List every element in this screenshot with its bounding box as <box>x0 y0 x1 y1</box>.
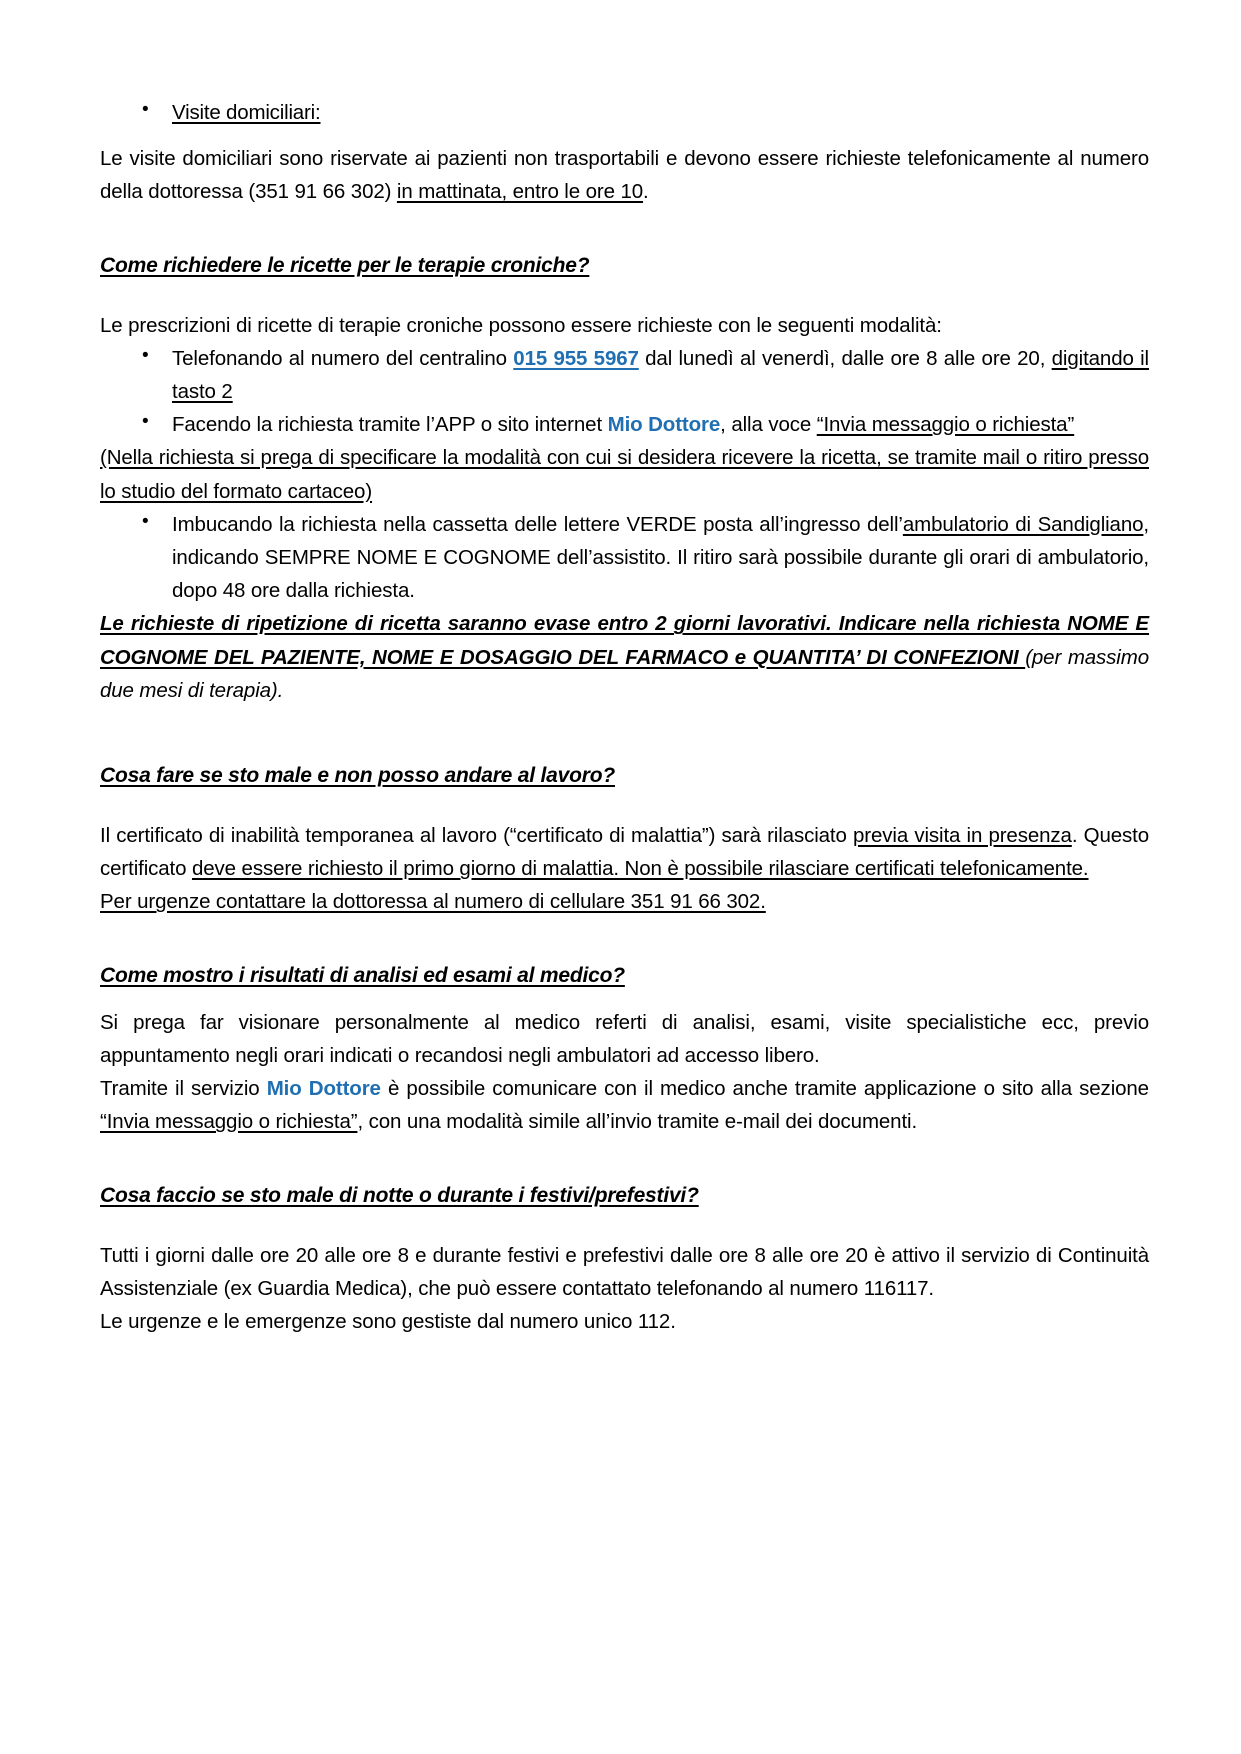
sick-leave-heading: Cosa fare se sto male e non posso andare al lavoro? <box>100 764 615 788</box>
spacer <box>100 993 1149 1006</box>
chronic-recipes-heading-row <box>100 249 1149 283</box>
night-holidays-paragraph-2: Le urgenze e le emergenze sono gestiste dal numero unico 112. <box>100 1309 676 1333</box>
bullet3-post: , indicando SEMPRE NOME E COGNOME dell’assistito. Il ritiro sarà possibile durante gli orari di ambulatorio, dopo 48 ore dalla richiesta. <box>172 512 1149 603</box>
home-visits-text-end: . <box>643 180 649 204</box>
night-holidays-heading: Cosa faccio se sto male di notte o durante i festivi/prefestivi? <box>100 1183 699 1207</box>
bullet2-mid: , alla voce <box>720 413 817 437</box>
spacer <box>100 919 1149 959</box>
chronic-recipes-intro: Le prescrizioni di ricette di terapie croniche possono essere richieste con le seguenti modalità: <box>100 313 942 337</box>
spacer <box>100 707 1149 759</box>
switchboard-phone-number[interactable]: 015 955 5967 <box>513 346 639 370</box>
show-results-mid: è possibile comunicare con il medico anche tramite applicazione o sito alla sezione <box>380 1077 1149 1101</box>
chronic-recipes-bullet-list <box>100 342 1149 442</box>
night-holidays-heading-row <box>100 1179 1149 1213</box>
list-item <box>100 508 1149 608</box>
show-results-heading: Come mostro i risultati di analisi ed esami al medico? <box>100 963 625 987</box>
chronic-recipes-note: (Nella richiesta si prega di specificare la modalità con cui si desidera ricevere la ricetta, se tramite mail o ritiro presso lo studio del formato cartaceo) <box>100 446 1149 503</box>
sick-leave-paragraph <box>100 819 1149 885</box>
bullet3-pre: Imbucando la richiesta nella cassetta delle lettere VERDE posta all’ingresso dell’ <box>172 512 903 536</box>
bullet2-pre: Facendo la richiesta tramite l’APP o sito internet <box>172 413 608 437</box>
home-visits-text-underlined: in mattinata, entro le ore 10 <box>396 180 644 204</box>
show-results-paragraph-1: Si prega far visionare personalmente al medico referti di analisi, esami, visite specialistiche ecc, previo appuntamento negli orari indicati o recandosi negli ambulatori ad accesso libero. <box>100 1010 1149 1067</box>
mio-dottore-brand[interactable]: Mio Dottore <box>266 1077 381 1101</box>
sick-leave-pre: Il certificato di inabilità temporanea al lavoro (“certificato di malattia”) sarà rilasciato <box>100 824 853 848</box>
show-results-pre: Tramite il servizio <box>100 1077 267 1101</box>
show-results-paragraph-2 <box>100 1072 1149 1138</box>
chronic-recipes-mailbox-list <box>100 508 1149 608</box>
list-item <box>100 408 1149 441</box>
bullet1-mid: dal lunedì al venerdì, dalle ore 8 alle ore 20, <box>638 346 1052 370</box>
sick-leave-heading-row <box>100 759 1149 793</box>
bullet1-underlined: digitando il tasto 2 <box>172 346 1149 404</box>
bullet2-underlined: “Invia messaggio o richiesta” <box>816 413 1075 437</box>
show-results-underlined: “Invia messaggio o richiesta” <box>100 1110 358 1134</box>
list-item <box>100 342 1149 408</box>
show-results-heading-row <box>100 959 1149 993</box>
home-visits-bullet-title: Visite domiciliari: <box>172 101 321 124</box>
spacer <box>100 209 1149 249</box>
show-results-post: , con una modalità simile all’invio tramite e-mail dei documenti. <box>357 1110 918 1134</box>
spacer <box>100 129 1149 142</box>
sick-leave-urgency: Per urgenze contattare la dottoressa al numero di cellulare 351 91 66 302. <box>100 890 766 914</box>
night-holidays-paragraph-1: Tutti i giorni dalle ore 20 alle ore 8 e durante festivi e prefestivi dalle ore 8 alle ore 20 è attivo il servizio di Continuità Assistenziale (ex Guardia Medica), che può essere contattato telefonando al numero 116117. <box>100 1243 1149 1300</box>
emphasis-tail: (per massimo due mesi di terapia). <box>100 645 1149 702</box>
spacer <box>100 1213 1149 1239</box>
chronic-recipes-emphasis <box>100 607 1149 707</box>
list-item <box>100 96 1149 129</box>
spacer <box>100 283 1149 309</box>
chronic-recipes-heading: Come richiedere le ricette per le terapie croniche? <box>100 253 590 277</box>
sick-leave-mid: . Questo certificato <box>100 824 1149 881</box>
sick-leave-underlined-1: previa visita in presenza <box>853 824 1072 848</box>
spacer <box>100 793 1149 819</box>
home-visits-text-part1: Le visite domiciliari sono riservate ai pazienti non trasportabili e devono essere richieste telefonicamente al numero della dottoressa (351 91 66 302) <box>100 147 1149 204</box>
mio-dottore-brand[interactable]: Mio Dottore <box>607 413 721 437</box>
document-body <box>100 96 1149 1338</box>
emphasis-underlined: Le richieste di ripetizione di ricetta saranno evase entro 2 giorni lavorativi. Indicare nella richiesta NOME E COGNOME DEL PAZIENTE, NOME E DOSAGGIO DEL FARMACO e QUANTITA’ DI CONFEZIONI <box>100 612 1149 669</box>
bullet3-underlined: ambulatorio di Sandigliano <box>902 512 1144 536</box>
home-visits-bullet-list <box>100 96 1149 129</box>
bullet1-pre: Telefonando al numero del centralino <box>172 346 514 370</box>
home-visits-paragraph <box>100 142 1149 208</box>
sick-leave-underlined-2: deve essere richiesto il primo giorno di malattia. Non è possibile rilasciare certificati telefonicamente. <box>191 857 1089 881</box>
spacer <box>100 1139 1149 1179</box>
